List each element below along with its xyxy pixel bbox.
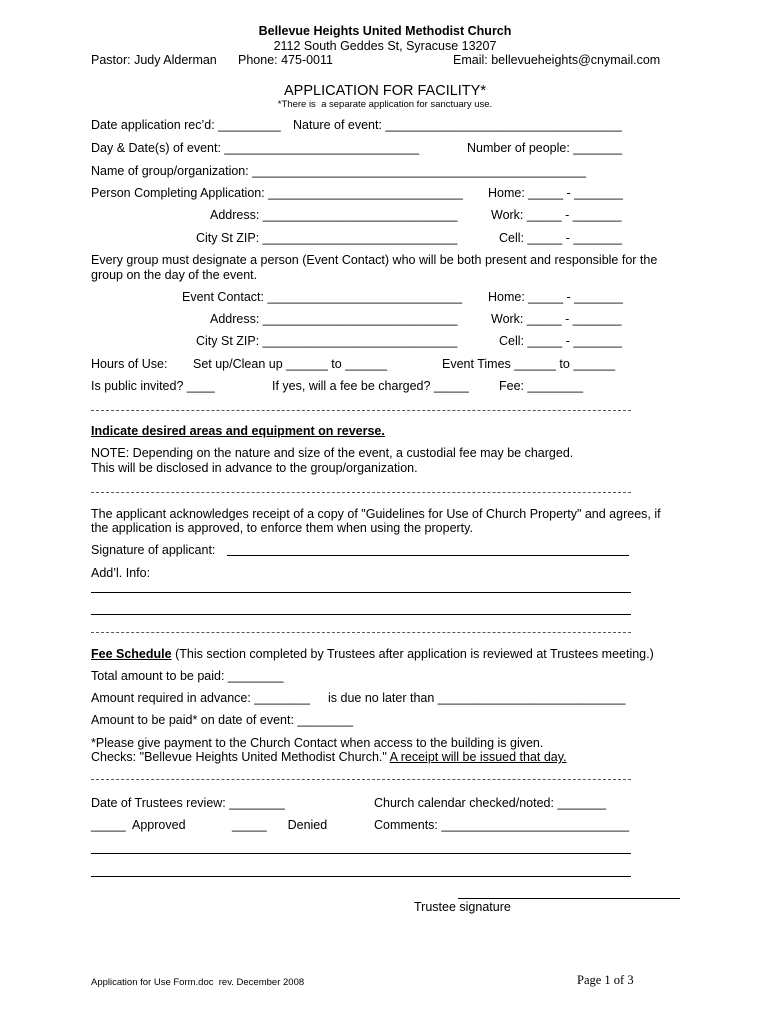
footer-filename: Application for Use Form.doc rev. December 2008	[91, 977, 305, 988]
fee-field[interactable]: Fee: ________	[499, 379, 584, 393]
divider	[91, 410, 631, 411]
home-phone-field[interactable]: Home: _____ - _______	[488, 186, 623, 200]
additional-info-line[interactable]	[91, 592, 631, 593]
event-contact-instructions-2: group on the day of the event.	[91, 268, 258, 282]
total-amount-field[interactable]: Total amount to be paid: ________	[91, 669, 284, 683]
address-field[interactable]: Address: ____________________________	[210, 208, 458, 222]
amount-on-date-field[interactable]: Amount to be paid* on date of event: ________	[91, 713, 354, 727]
trustee-signature-label: Trustee signature	[414, 900, 511, 914]
comments-field[interactable]: Comments: ___________________________	[374, 818, 630, 832]
comments-line[interactable]	[91, 853, 631, 854]
payment-note: *Please give payment to the Church Contact when access to the building is given.	[91, 736, 544, 750]
event-times-field[interactable]: Event Times ______ to ______	[442, 357, 616, 371]
acknowledgement-text: The applicant acknowledges receipt of a copy of "Guidelines for Use of Church Property" and agrees, if	[91, 507, 661, 521]
approved-field[interactable]: _____ Approved	[91, 818, 186, 832]
denied-field[interactable]: _____ Denied	[232, 818, 328, 832]
receipt-note: A receipt will be issued that day.	[389, 750, 567, 764]
due-date-field[interactable]: is due no later than ___________________________	[328, 691, 626, 705]
acknowledgement-text-2: the application is approved, to enforce them when using the property.	[91, 521, 473, 535]
group-name-field[interactable]: Name of group/organization: ________________________________________________	[91, 164, 586, 178]
public-invited-field[interactable]: Is public invited? ____	[91, 379, 215, 393]
fee-schedule-title: Fee Schedule	[91, 647, 172, 661]
indicate-areas-heading: Indicate desired areas and equipment on reverse.	[91, 424, 385, 438]
trustees-review-date-field[interactable]: Date of Trustees review: ________	[91, 796, 285, 810]
contact-city-field[interactable]: City St ZIP: ____________________________	[196, 334, 458, 348]
divider	[91, 492, 631, 493]
work-phone-field[interactable]: Work: _____ - _______	[491, 208, 622, 222]
event-contact-field[interactable]: Event Contact: ____________________________	[182, 290, 463, 304]
church-name: Bellevue Heights United Methodist Church	[258, 24, 512, 38]
contact-address-field[interactable]: Address: ____________________________	[210, 312, 458, 326]
fee-schedule-note: (This section completed by Trustees after application is reviewed at Trustees meeting.)	[171, 647, 654, 661]
nature-of-event-field[interactable]: Nature of event: __________________________________	[293, 118, 622, 132]
divider	[91, 779, 631, 780]
event-dates-field[interactable]: Day & Date(s) of event: ____________________________	[91, 141, 420, 155]
custodial-note-2: This will be disclosed in advance to the group/organization.	[91, 461, 418, 475]
phone: Phone: 475-0011	[238, 53, 333, 67]
additional-info-line[interactable]	[91, 614, 631, 615]
comments-line[interactable]	[91, 876, 631, 877]
page-number: Page 1 of 3	[577, 973, 634, 987]
checks-payable-text: Checks: "Bellevue Heights United Methodist Church."	[91, 750, 390, 764]
trustee-signature-line[interactable]	[458, 898, 680, 899]
number-of-people-field[interactable]: Number of people: _______	[467, 141, 622, 155]
person-completing-field[interactable]: Person Completing Application: ____________________________	[91, 186, 463, 200]
date-received-field[interactable]: Date application rec’d: _________	[91, 118, 281, 132]
calendar-checked-field[interactable]: Church calendar checked/noted: _______	[374, 796, 607, 810]
setup-time-field[interactable]: Set up/Clean up ______ to ______	[193, 357, 387, 371]
hours-of-use-label: Hours of Use:	[91, 357, 168, 371]
form-title: APPLICATION FOR FACILITY*	[284, 83, 486, 99]
cell-phone-field[interactable]: Cell: _____ - _______	[499, 231, 623, 245]
signature-line[interactable]	[227, 555, 629, 556]
contact-work-phone-field[interactable]: Work: _____ - _______	[491, 312, 622, 326]
form-subtitle: *There is a separate application for sanctuary use.	[277, 99, 493, 110]
additional-info-label: Add’l. Info:	[91, 566, 151, 580]
pastor: Pastor: Judy Alderman	[91, 53, 217, 67]
divider	[91, 632, 631, 633]
advance-amount-field[interactable]: Amount required in advance: ________	[91, 691, 310, 705]
contact-cell-phone-field[interactable]: Cell: _____ - _______	[499, 334, 623, 348]
fee-charged-field[interactable]: If yes, will a fee be charged? _____	[272, 379, 469, 393]
church-address: 2112 South Geddes St, Syracuse 13207	[273, 39, 497, 53]
contact-home-phone-field[interactable]: Home: _____ - _______	[488, 290, 623, 304]
fee-schedule-heading	[91, 647, 654, 662]
custodial-note: NOTE: Depending on the nature and size of the event, a custodial fee may be charged.	[91, 446, 574, 460]
signature-label: Signature of applicant:	[91, 543, 216, 557]
event-contact-instructions: Every group must designate a person (Event Contact) who will be both present and responsible for the	[91, 253, 658, 267]
checks-note	[91, 750, 567, 765]
email: Email: bellevueheights@cnymail.com	[453, 53, 661, 67]
city-state-zip-field[interactable]: City St ZIP: ____________________________	[196, 231, 458, 245]
